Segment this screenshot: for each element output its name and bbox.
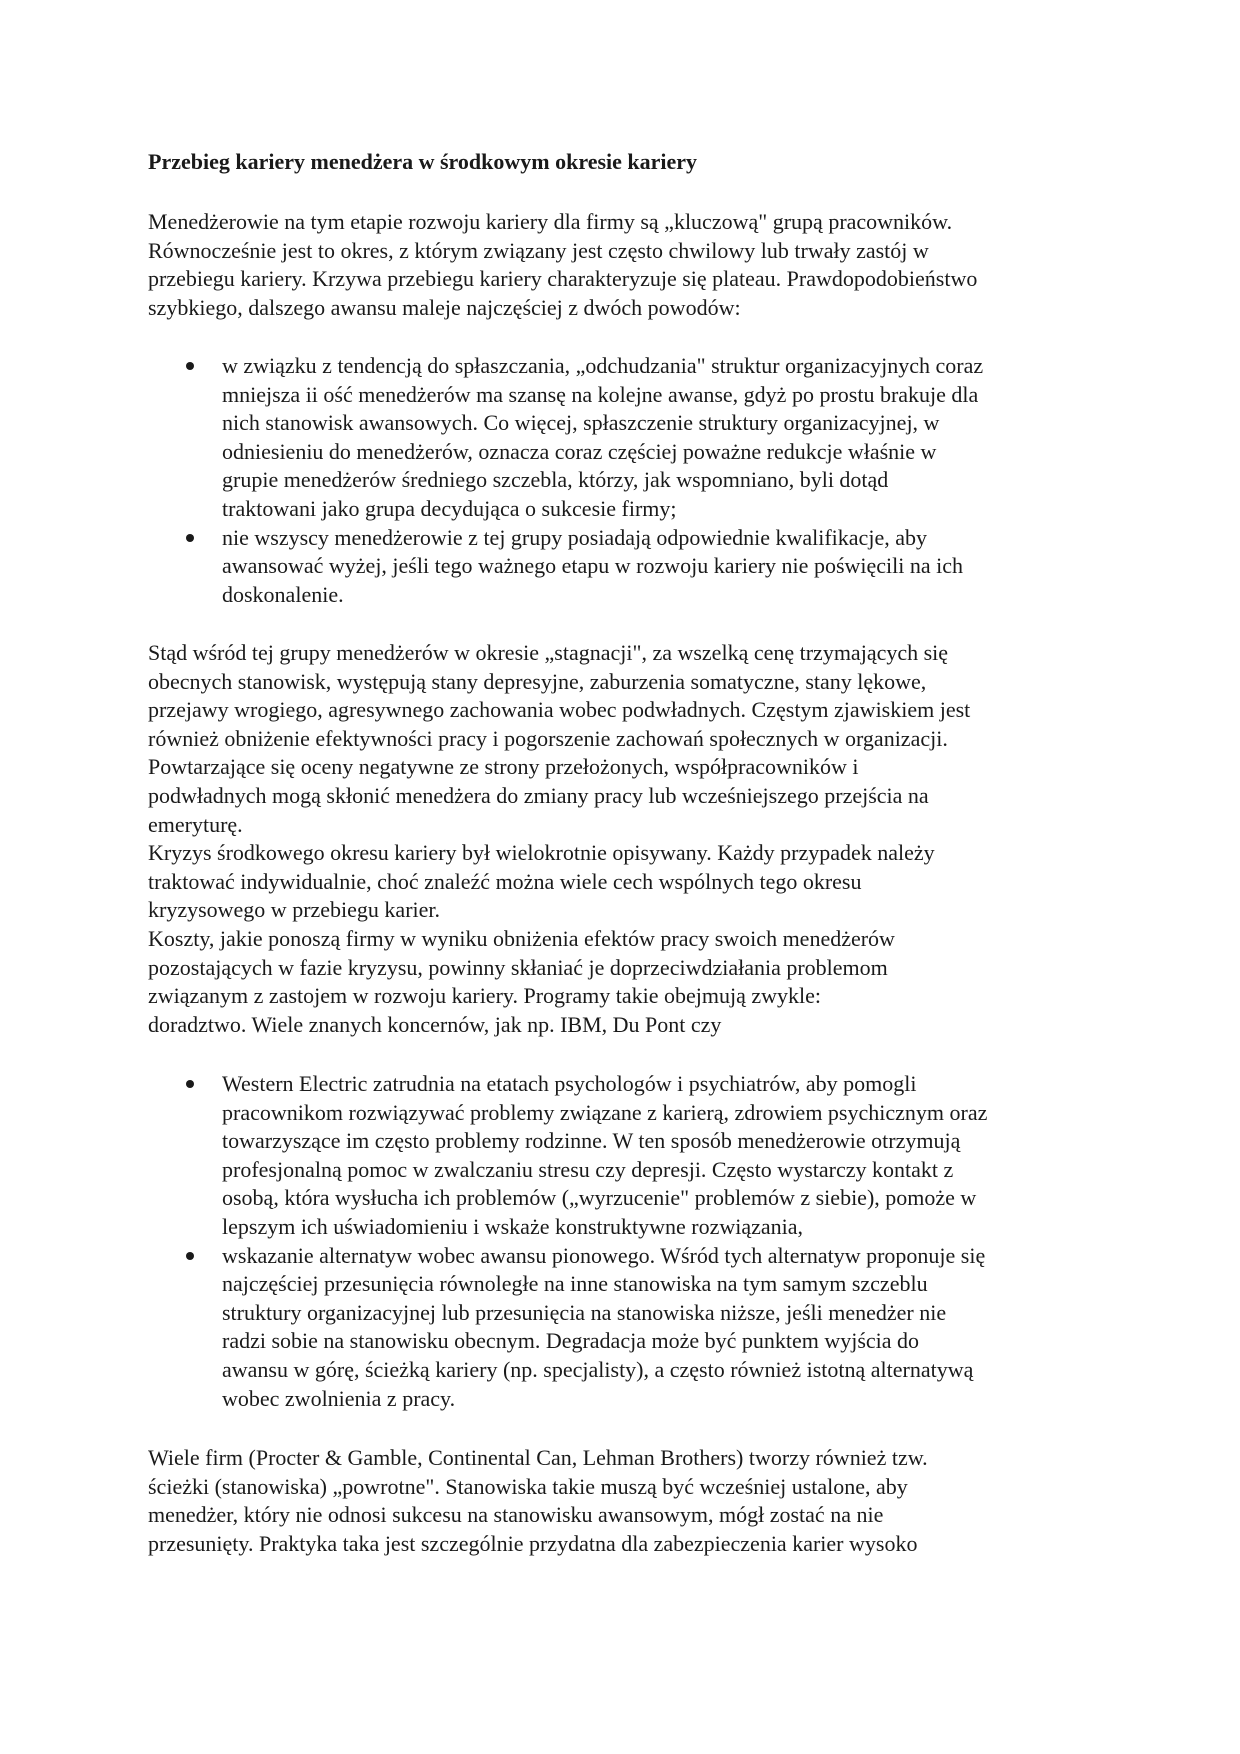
- paragraph-line: podwładnych mogą skłonić menedżera do zmiany pracy lub wcześniejszego przejścia na: [148, 782, 929, 808]
- paragraph-line: związanym z zastojem w rozwoju kariery. Programy takie obejmują zwykle:: [148, 983, 821, 1009]
- list-item: [222, 1070, 987, 1242]
- paragraph-line: obecnych stanowisk, występują stany depresyjne, zaburzenia somatyczne, stany lękowe,: [148, 668, 927, 694]
- paragraph-line: nie wszyscy menedżerowie z tej grupy posiadają odpowiednie kwalifikacje, aby: [222, 524, 927, 550]
- paragraph-line: towarzyszące im często problemy rodzinne. W ten sposób menedżerowie otrzymują: [222, 1128, 961, 1154]
- paragraph-line: pozostających w fazie kryzysu, powinny skłaniać je doprzeciwdziałania problemom: [148, 954, 888, 980]
- paragraph-line: przejawy wrogiego, agresywnego zachowania wobec podwładnych. Częstym zjawiskiem jest: [148, 697, 971, 723]
- paragraph-line: Western Electric zatrudnia na etatach psychologów i psychiatrów, aby pomogli: [222, 1071, 917, 1096]
- paragraph-line: przebiegu kariery. Krzywa przebiegu kariery charakteryzuje się plateau. Prawdopodobieństwo: [148, 266, 978, 292]
- paragraph-line: awansować wyżej, jeśli tego ważnego etapu w rozwoju kariery nie poświęcili na ich: [222, 553, 964, 579]
- paragraph-line: doskonalenie.: [222, 581, 344, 607]
- paragraph-line: pracownikom rozwiązywać problemy związane z karierą, zdrowiem psychicznym oraz: [222, 1099, 988, 1125]
- middle-paragraphs: [148, 639, 970, 1039]
- paragraph-line: Powtarzające się oceny negatywne ze strony przełożonych, współpracowników i: [148, 754, 859, 780]
- paragraph-line: traktować indywidualnie, choć znaleźć można wiele cech wspólnych tego okresu: [148, 868, 862, 894]
- paragraph-line: w związku z tendencją do spłaszczania, „odchudzania" struktur organizacyjnych coraz: [222, 353, 984, 378]
- paragraph-line: również obniżenie efektywności pracy i pogorszenie zachowań społecznych w organizacji.: [148, 725, 948, 751]
- paragraph-line: traktowani jako grupa decydująca o sukcesie firmy;: [222, 495, 677, 521]
- list-item: [222, 524, 983, 610]
- paragraph-line: mniejsza ii ość menedżerów ma szansę na kolejne awanse, gdyż po prostu brakuje dla: [222, 381, 979, 407]
- paragraph-line: ścieżki (stanowiska) „powrotne". Stanowiska takie muszą być wcześniej ustalone, aby: [148, 1473, 908, 1499]
- paragraph-line: osobą, która wysłucha ich problemów („wyrzucenie" problemów z siebie), pomoże w: [222, 1185, 977, 1211]
- paragraph-line: lepszym ich uświadomieniu i wskaże konstruktywne rozwiązania,: [222, 1213, 804, 1239]
- paragraph-line: szybkiego, dalszego awansu maleje najczęściej z dwóch powodów:: [148, 294, 741, 320]
- paragraph-line: Stąd wśród tej grupy menedżerów w okresie „stagnacji", za wszelką cenę trzymających się: [148, 640, 949, 665]
- paragraph-line: nich stanowisk awansowych. Co więcej, spłaszczenie struktury organizacyjnej, w: [222, 410, 940, 436]
- bullet-icon: [186, 534, 194, 542]
- list-item: [222, 352, 983, 524]
- paragraph-line: Koszty, jakie ponoszą firmy w wyniku obniżenia efektów pracy swoich menedżerów: [148, 925, 895, 951]
- paragraph-line: profesjonalną pomoc w zwalczaniu stresu czy depresji. Często wystarczy kontakt z: [222, 1156, 954, 1182]
- paragraph-line: radzi sobie na stanowisku obecnym. Degradacja może być punktem wyjścia do: [222, 1328, 920, 1354]
- paragraph-line: odniesieniu do menedżerów, oznacza coraz częściej poważne redukcje właśnie w: [222, 438, 937, 464]
- bullet-icon: [186, 1080, 194, 1088]
- document-title: Przebieg kariery menedżera w środkowym okresie kariery: [148, 149, 698, 174]
- paragraph-line: Menedżerowie na tym etapie rozwoju kariery dla firmy są „kluczową" grupą pracowników.: [148, 209, 953, 234]
- paragraph-line: menedżer, który nie odnosi sukcesu na stanowisku awansowym, mógł zostać na nie: [148, 1502, 884, 1528]
- bullet-icon: [186, 362, 194, 370]
- paragraph-line: najczęściej przesunięcia równoległe na inne stanowiska na tym samym szczeblu: [222, 1271, 928, 1297]
- paragraph-line: kryzysowego w przebiegu karier.: [148, 897, 441, 923]
- paragraph-line: Równocześnie jest to okres, z którym związany jest często chwilowy lub trwały zastój w: [148, 237, 929, 263]
- paragraph-line: wobec zwolnienia z pracy.: [222, 1385, 456, 1411]
- paragraph-line: emeryturę.: [148, 811, 243, 837]
- list-item: [222, 1242, 987, 1414]
- paragraph-line: wskazanie alternatyw wobec awansu pionowego. Wśród tych alternatyw proponuje się: [222, 1242, 986, 1268]
- paragraph-line: przesunięty. Praktyka taka jest szczególnie przydatna dla zabezpieczenia karier wysoko: [148, 1530, 918, 1556]
- paragraph-line: doradztwo. Wiele znanych koncernów, jak np. IBM, Du Pont czy: [148, 1011, 722, 1037]
- paragraph-line: struktury organizacyjnej lub przesunięcia na stanowiska niższe, jeśli menedżer nie: [222, 1299, 947, 1325]
- bullet-icon: [186, 1252, 194, 1260]
- bullet-list-programs: [222, 1070, 987, 1413]
- paragraph-line: grupie menedżerów średniego szczebla, którzy, jak wspomniano, byli dotąd: [222, 467, 889, 493]
- bullet-list-reasons: [222, 352, 983, 609]
- paragraph-line: Kryzys środkowego okresu kariery był wielokrotnie opisywany. Każdy przypadek należy: [148, 840, 935, 866]
- paragraph-line: Wiele firm (Procter & Gamble, Continental Can, Lehman Brothers) tworzy również tzw.: [148, 1445, 928, 1470]
- intro-paragraph: [148, 208, 977, 322]
- final-paragraph: [148, 1444, 928, 1558]
- paragraph-line: awansu w górę, ścieżką kariery (np. specjalisty), a często również istotną alternatywą: [222, 1356, 974, 1382]
